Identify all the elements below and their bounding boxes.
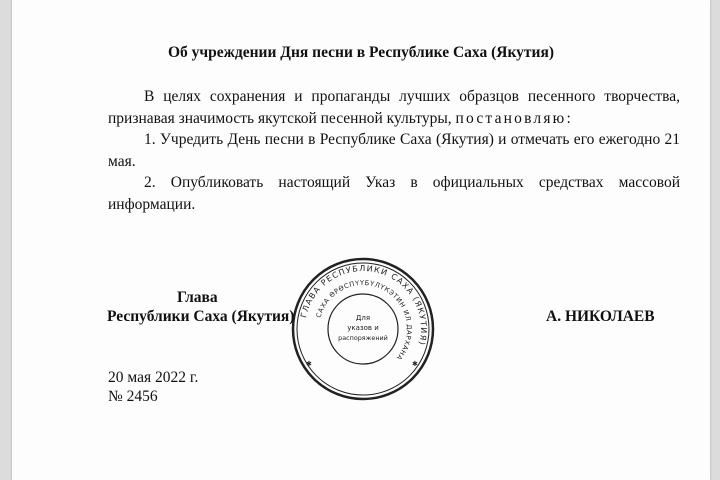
document-number: № 2456	[108, 388, 158, 405]
document-page	[12, 0, 710, 480]
seal-inner-textpath: САХА ӨРӨСПҮҮБҮЛҮКЭТИН ИЛ ДАРХАНА	[314, 278, 414, 362]
official-seal	[288, 254, 438, 404]
signature-position-line2: Республики Саха (Якутия)	[107, 308, 295, 325]
signatory-name: А. НИКОЛАЕВ	[546, 308, 655, 325]
seal-center-line1: Для	[355, 314, 371, 322]
document-body	[108, 86, 680, 215]
intro-text: В целях сохранения и пропаганды лучших образцов песенного творчества, признавая значимость якутской песенной культуры,	[108, 88, 680, 127]
seal-outer-textpath: ГЛАВА РЕСПУБЛИКИ САХА (ЯКУТИЯ)	[299, 263, 429, 347]
intro-paragraph	[108, 86, 680, 129]
decree-word: постановляю:	[455, 109, 573, 127]
seal-star-icon-right: ✱	[412, 360, 418, 368]
seal-center-line2: указов и	[347, 324, 379, 332]
document-date: 20 мая 2022 г.	[108, 369, 199, 386]
signature-position-line1: Глава	[177, 289, 218, 306]
decree-item-2: 2. Опубликовать настоящий Указ в официальных средствах массовой информации.	[108, 174, 680, 213]
seal-center-line3: распоряжений	[338, 334, 388, 342]
decree-item-1: 1. Учредить День песни в Республике Саха (Якутия) и отмечать его ежегодно 21 мая.	[108, 131, 680, 170]
seal-star-icon-left: ✱	[306, 360, 312, 368]
document-title: Об учреждении Дня песни в Республике Саха (Якутия)	[167, 44, 555, 61]
